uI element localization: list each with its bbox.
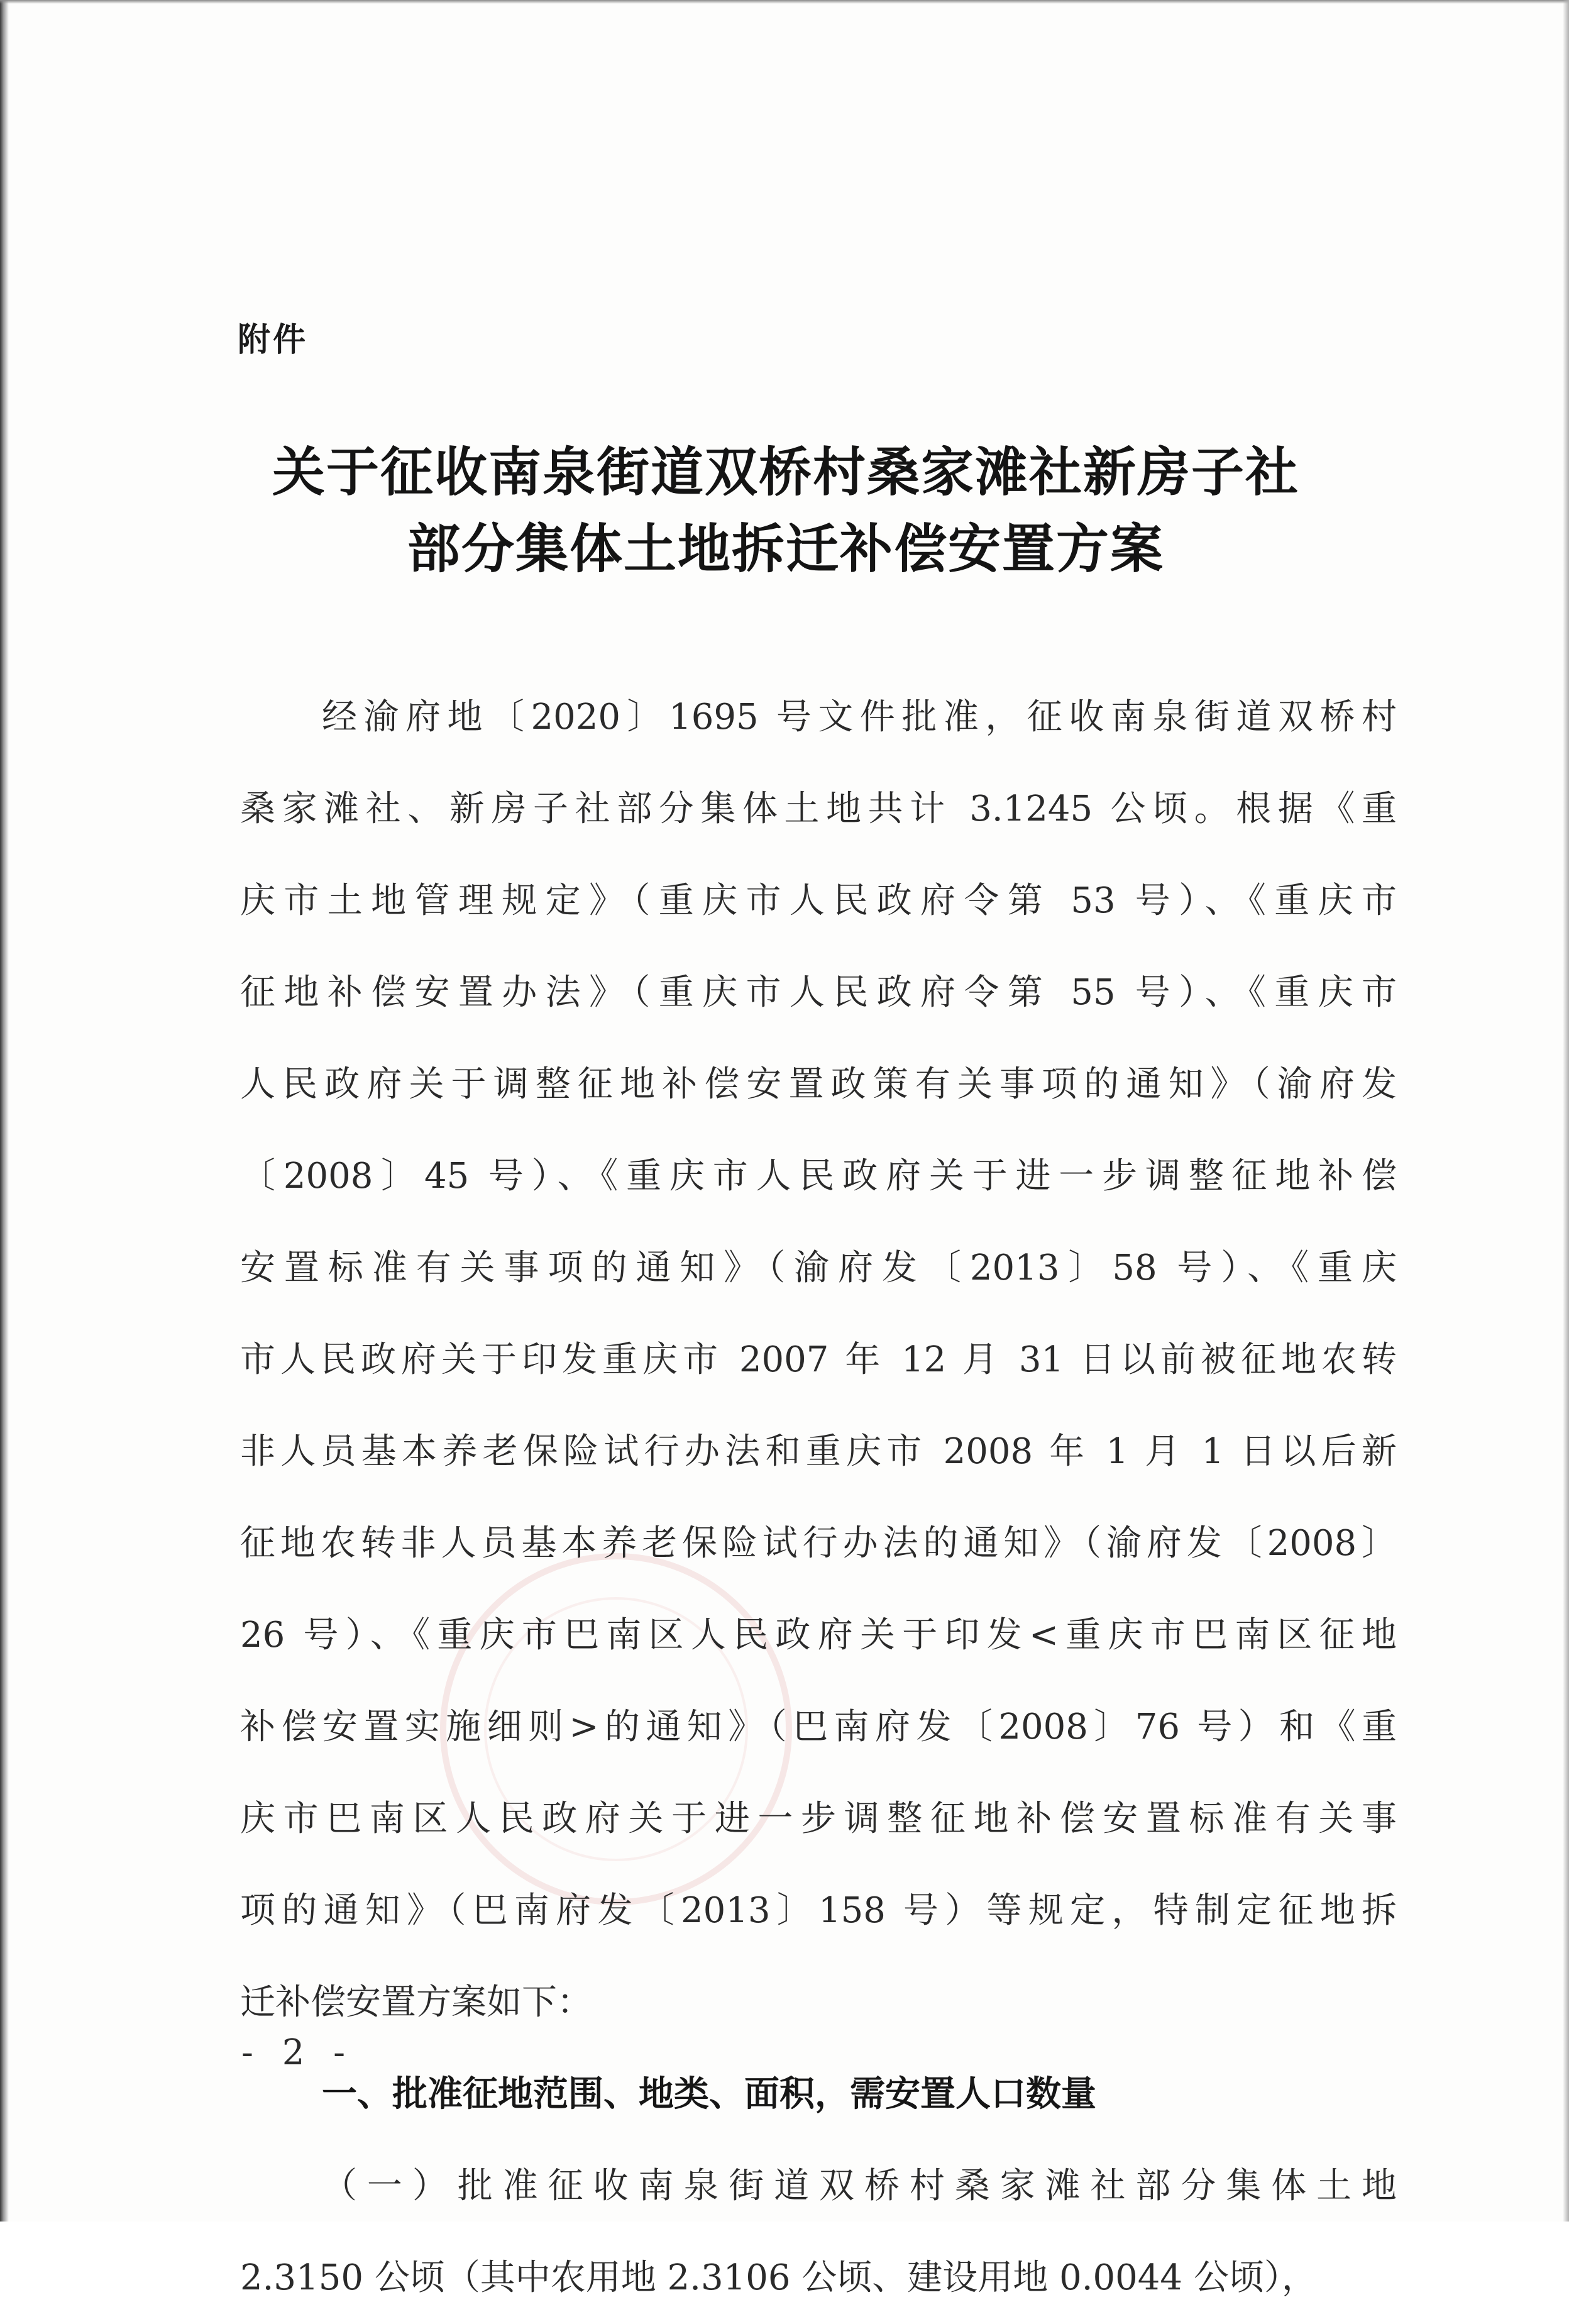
- paragraph-2-line: 2.3150 公顷（其中农用地 2.3106 公顷、建设用地 0.0044 公顷），: [240, 2257, 1317, 2298]
- paragraph-1-line: 项的通知》（巴南府发〔2013〕158 号）等规定，特制定征地拆: [240, 1890, 1397, 1931]
- paragraph-1-line: 26 号）、《重庆市巴南区人民政府关于印发<重庆市巴南区征地: [240, 1615, 1397, 1656]
- page-number: - 2 -: [241, 2032, 355, 2073]
- document-title: [189, 434, 1383, 587]
- document-body: [240, 672, 1397, 2324]
- scan-shadow-right: [1563, 0, 1569, 2222]
- paragraph-1-line: 补偿安置实施细则>的通知》（巴南府发〔2008〕76 号）和《重: [240, 1707, 1397, 1747]
- section-1-heading: 一、批准征地范围、地类、面积，需安置人口数量: [322, 2074, 1096, 2115]
- paragraph-1-line: 非人员基本养老保险试行办法和重庆市 2008 年 1 月 1 日以后新: [240, 1431, 1397, 1472]
- paragraph-1-line: 市人民政府关于印发重庆市 2007 年 12 月 31 日以前被征地农转: [240, 1339, 1397, 1380]
- title-line-2: 部分集体土地拆迁补偿安置方案: [407, 517, 1164, 580]
- paragraph-1-line: 征地补偿安置办法》（重庆市人民政府令第 55 号）、《重庆市: [240, 972, 1397, 1013]
- paragraph-1-line: 安置标准有关事项的通知》（渝府发〔2013〕58 号）、《重庆: [240, 1248, 1397, 1288]
- paragraph-1-line: 桑家滩社、新房子社部分集体土地共计 3.1245 公顷。根据《重: [240, 788, 1397, 829]
- paragraph-1-line: 迁补偿安置方案如下：: [240, 1982, 592, 2023]
- title-line-1: 关于征收南泉街道双桥村桑家滩社新房子社: [272, 441, 1299, 503]
- paragraph-2-line: （一）批准征收南泉街道双桥村桑家滩社部分集体土地: [322, 2166, 1397, 2206]
- attachment-label: 附件: [238, 321, 309, 359]
- paragraph-1-line: 庆市土地管理规定》（重庆市人民政府令第 53 号）、《重庆市: [240, 880, 1397, 921]
- paragraph-1-line: 经渝府地〔2020〕1695 号文件批准，征收南泉街道双桥村: [322, 697, 1397, 738]
- scan-shadow-left: [0, 0, 9, 2222]
- paragraph-1-line: 征地农转非人员基本养老保险试行办法的通知》（渝府发〔2008〕: [240, 1523, 1397, 1564]
- paragraph-1-line: 人民政府关于调整征地补偿安置政策有关事项的通知》（渝府发: [240, 1064, 1397, 1105]
- paragraph-1-line: 庆市巴南区人民政府关于进一步调整征地补偿安置标准有关事: [240, 1798, 1397, 1839]
- scan-shadow-top: [0, 0, 1569, 4]
- paragraph-1-line: 〔2008〕45 号）、《重庆市人民政府关于进一步调整征地补偿: [240, 1156, 1397, 1197]
